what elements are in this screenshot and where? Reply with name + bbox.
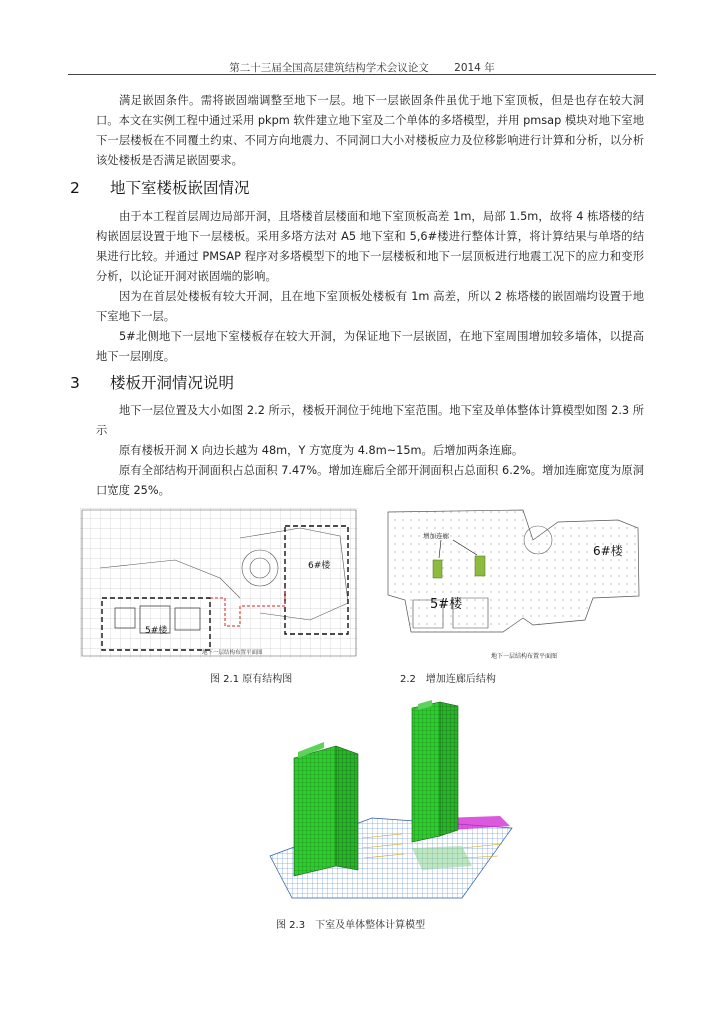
- intro-paragraph: 满足嵌固条件。需将嵌固端调整至地下一层。地下一层嵌固条件虽优于地下室顶板，但是也存在较大洞口。本文在实例工程中通过采用 pkpm 软件建立地下室及二个单体的多塔模型，并用 pmsap 模块对地下室地下一层楼板在不同覆土约束、不同方向地震力、不同洞口大小对楼板应力及位移影响进行计算和分析，以分析该处楼板是否满足嵌固要求。: [96, 94, 644, 167]
- corridor-1: [433, 560, 442, 578]
- section-3-heading: [70, 371, 234, 393]
- figure-2-2-drawing: [383, 500, 645, 662]
- section-2-paragraph: 由于本工程首层周边局部开洞，且塔楼首层楼面和地下室顶板高差 1m，局部 1.5m，故将 4 栋塔楼的结构嵌固层设置于地下一层楼板。采用多塔方法对 A5 地下室和 5,6#楼进行整体计算，将计算结果与单塔的结果进行比较。并通过 PMSAP 程序对多塔模型下的地下一层楼板和地下一层顶板进行地震工况下的应力和变形分析，以论证开洞对嵌固端的影响。: [96, 210, 644, 283]
- plan-title: 地下一层结构布置平面图: [491, 653, 558, 660]
- corridor-annotation: 增加连廊: [423, 532, 449, 540]
- section-3-paragraph: 原有全部结构开洞面积占总面积 7.47%。增加连廊后全部开洞面积占总面积 6.2%。增加连廊宽度为原洞口宽度 25%。: [96, 464, 644, 497]
- caption-figure-2-2: 2.2 增加连廊后结构: [400, 674, 496, 685]
- header-rule: [68, 74, 656, 75]
- section-3-paragraph: 地下一层位置及大小如图 2.2 所示，楼板开洞位于纯地下室范围。地下室及单体整体计算模型如图 2.3 所示: [96, 404, 644, 437]
- figure-2-1-drawing: [80, 508, 358, 658]
- section-3-number: 3: [70, 374, 80, 392]
- section-2-number: 2: [70, 179, 80, 197]
- plan-grid: [80, 508, 358, 658]
- caption-figure-2-3: 图 2.3 下室及单体整体计算模型: [276, 920, 426, 931]
- section-2-paragraph: 因为在首层处楼板有较大开洞，且在地下室顶板处楼板有 1m 高差，所以 2 栋塔楼的嵌固端均设置于地下室地下一层。: [96, 290, 644, 323]
- caption-figure-2-1: 图 2.1 原有结构图: [210, 674, 293, 685]
- label-tower-6: 6#楼: [308, 561, 331, 571]
- section-2-paragraph: 5#北侧地下一层地下室楼板存在较大开洞，为保证地下一层嵌固，在地下室周围增加较多墙体，以提高地下一层刚度。: [96, 330, 644, 363]
- label-tower-6: 6#楼: [593, 544, 623, 558]
- section-2-heading: [70, 176, 250, 198]
- label-tower-5: 5#楼: [145, 626, 168, 636]
- plan-outline: [388, 510, 639, 632]
- corridor-2: [475, 556, 485, 576]
- header-conference: 第二十三届全国高层建筑结构学术会议论文: [229, 62, 429, 74]
- section-2-title: 地下室楼板嵌固情况: [110, 179, 250, 197]
- tower-6-model: [412, 700, 458, 842]
- running-header: [0, 60, 724, 75]
- figure-2-3-drawing: [262, 698, 524, 906]
- section-3-paragraph: 原有楼板开洞 X 向边长越为 48m，Y 方宽度为 4.8m~15m。后增加两条连廊。: [119, 444, 524, 457]
- section-3-title: 楼板开洞情况说明: [110, 374, 235, 392]
- label-tower-5: 5#楼: [430, 597, 463, 612]
- plan-title: 地下一层结构布置平面图: [202, 650, 263, 656]
- section-3-body: [96, 401, 644, 501]
- header-year: 2014 年: [454, 62, 495, 74]
- figure-2-2: [383, 500, 645, 662]
- tower-5-model: [294, 742, 358, 876]
- figure-2-3: [262, 698, 524, 906]
- figure-2-1: [80, 508, 358, 658]
- section-2-body: [96, 207, 644, 367]
